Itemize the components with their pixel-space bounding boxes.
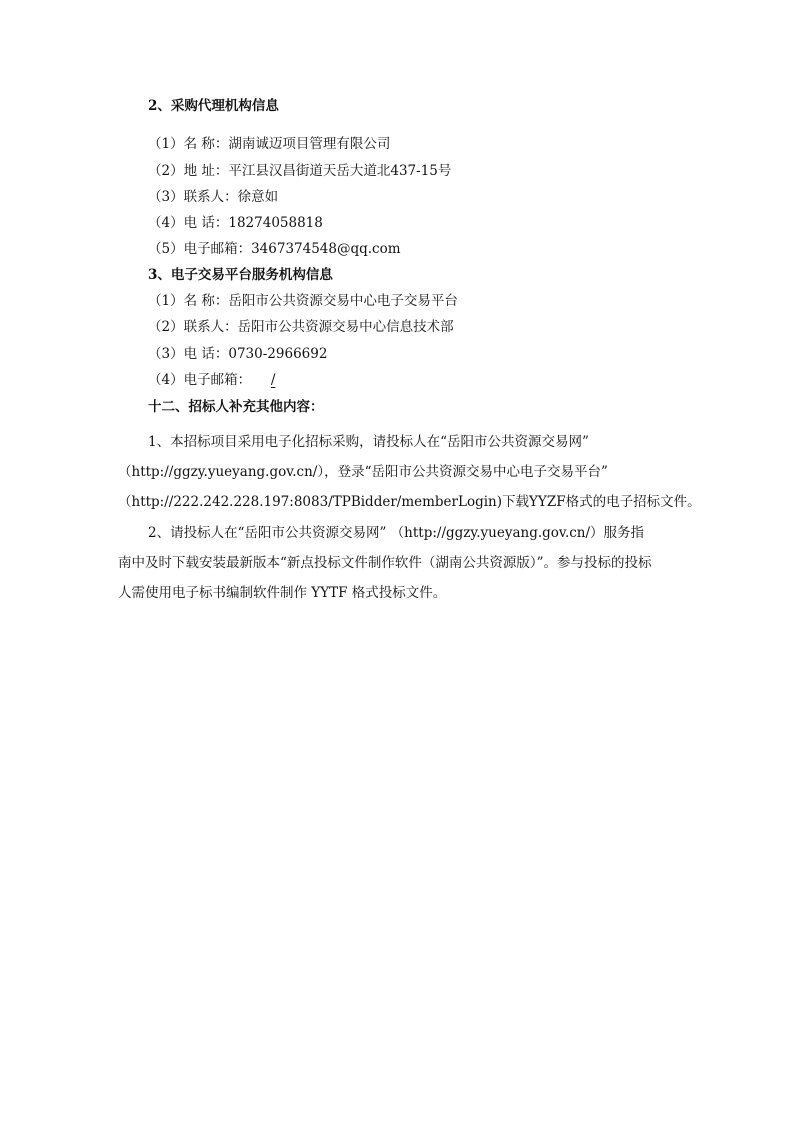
paragraph2-line1: 2、请投标人在“岳阳市公共资源交易网” （http://ggzy.yueyang.gov.cn/）服务指 [148,525,645,541]
agency-address: （2）地 址：平江县汉昌街道天岳大道北437-15号 [148,163,452,179]
section-heading-platform: 3、电子交易平台服务机构信息 [148,267,333,283]
platform-email-value: / [270,372,276,388]
paragraph2-line3: 人需使用电子标书编制软件制作 YYTF 格式投标文件。 [118,585,447,601]
platform-name: （1）名 称：岳阳市公共资源交易中心电子交易平台 [148,293,458,309]
platform-phone: （3）电 话：0730-2966692 [148,346,328,362]
section-heading-supplement: 十二、招标人补充其他内容： [148,399,324,415]
platform-contact: （2）联系人：岳阳市公共资源交易中心信息技术部 [148,319,454,335]
section-heading-agency: 2、采购代理机构信息 [148,98,279,114]
platform-email-label: （4）电子邮箱： [148,372,252,388]
paragraph1-line3: （http://222.242.228.197:8083/TPBidder/memberLogin)下载YYZF格式的电子招标文件。 [118,494,701,510]
paragraph1-line2: （http://ggzy.yueyang.gov.cn/），登录“岳阳市公共资源交易中心电子交易平台” [118,464,608,480]
paragraph1-line1: 1、本招标项目采用电子化招标采购，请投标人在“岳阳市公共资源交易网” [148,434,589,450]
agency-name: （1）名 称：湖南诚迈项目管理有限公司 [148,136,391,152]
agency-email: （5）电子邮箱：3467374548@qq.com [148,241,401,257]
agency-phone: （4）电 话：18274058818 [148,215,323,231]
platform-email [148,370,295,390]
agency-contact: （3）联系人：徐意如 [148,189,279,205]
paragraph2-line2: 南中及时下载安装最新版本“新点投标文件制作软件（湖南公共资源版）”。参与投标的投标 [118,555,652,571]
